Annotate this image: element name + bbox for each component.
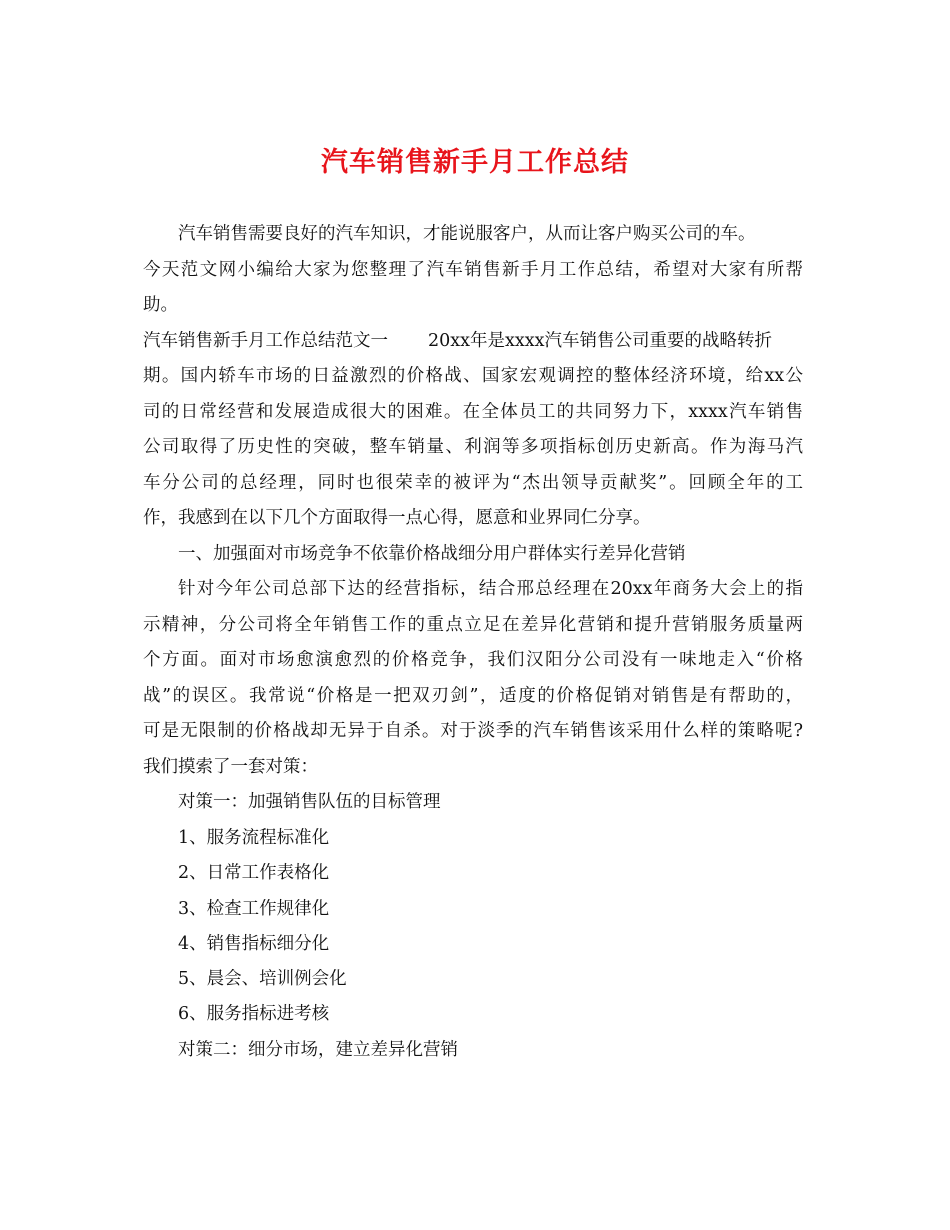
intro-line-2: 今天范文网小编给大家为您整理了汽车销售新手月工作总结，希望对大家有所帮 — [143, 260, 803, 280]
section1-line1-rest: 20xx年是xxxx汽车销售公司重要的战略转折 — [428, 331, 772, 351]
section1-label: 汽车销售新手月工作总结范文一 — [143, 331, 388, 351]
section1-line-6: 作，我感到在以下几个方面取得一点心得，愿意和业界同仁分享。 — [143, 508, 651, 528]
para2-line-2: 示精神，分公司将全年销售工作的重点立足在差异化营销和提升营销服务质量两 — [143, 615, 803, 635]
strategy1-item: 2、日常工作表格化 — [178, 863, 330, 883]
document-title: 汽车销售新手月工作总结 — [321, 147, 629, 178]
section1-line-1 — [143, 328, 772, 354]
section1-line-2: 期。国内轿车市场的日益激烈的价格战、国家宏观调控的整体经济环境，给xx公 — [143, 366, 803, 386]
para2-line-3: 个方面。面对市场愈演愈烈的价格竞争，我们汉阳分公司没有一味地走入“价格 — [143, 650, 803, 670]
para2-line-4: 战”的误区。我常说“价格是一把双刃剑”，适度的价格促销对销售是有帮助的， — [143, 686, 803, 706]
intro-line-3: 助。 — [143, 295, 178, 315]
para2-line-5: 可是无限制的价格战却无异于自杀。对于淡季的汽车销售该采用什么样的策略呢? — [143, 721, 803, 741]
section1-line-3: 司的日常经营和发展造成很大的困难。在全体员工的共同努力下，xxxx汽车销售 — [143, 402, 803, 422]
para2-line-6: 我们摸索了一套对策： — [143, 757, 318, 777]
strategy1-item: 5、晨会、培训例会化 — [178, 969, 347, 989]
intro-line-1: 汽车销售需要良好的汽车知识，才能说服客户，从而让客户购买公司的车。 — [178, 224, 756, 244]
heading-1: 一、加强面对市场竞争不依靠价格战细分用户群体实行差异化营销 — [178, 544, 686, 564]
section1-line-4: 公司取得了历史性的突破，整车销量、利润等多项指标创历史新高。作为海马汽 — [143, 437, 803, 457]
strategy2-heading: 对策二：细分市场，建立差异化营销 — [178, 1040, 458, 1060]
strategy1-item: 6、服务指标进考核 — [178, 1004, 330, 1024]
section1-line-5: 车分公司的总经理，同时也很荣幸的被评为“杰出领导贡献奖”。回顾全年的工 — [143, 473, 803, 493]
strategy1-heading: 对策一：加强销售队伍的目标管理 — [178, 792, 441, 812]
strategy1-item: 1、服务流程标准化 — [178, 828, 330, 848]
strategy1-item: 4、销售指标细分化 — [178, 934, 330, 954]
para2-line-1: 针对今年公司总部下达的经营指标，结合邢总经理在20xx年商务大会上的指 — [178, 579, 803, 599]
strategy1-item: 3、检查工作规律化 — [178, 899, 330, 919]
